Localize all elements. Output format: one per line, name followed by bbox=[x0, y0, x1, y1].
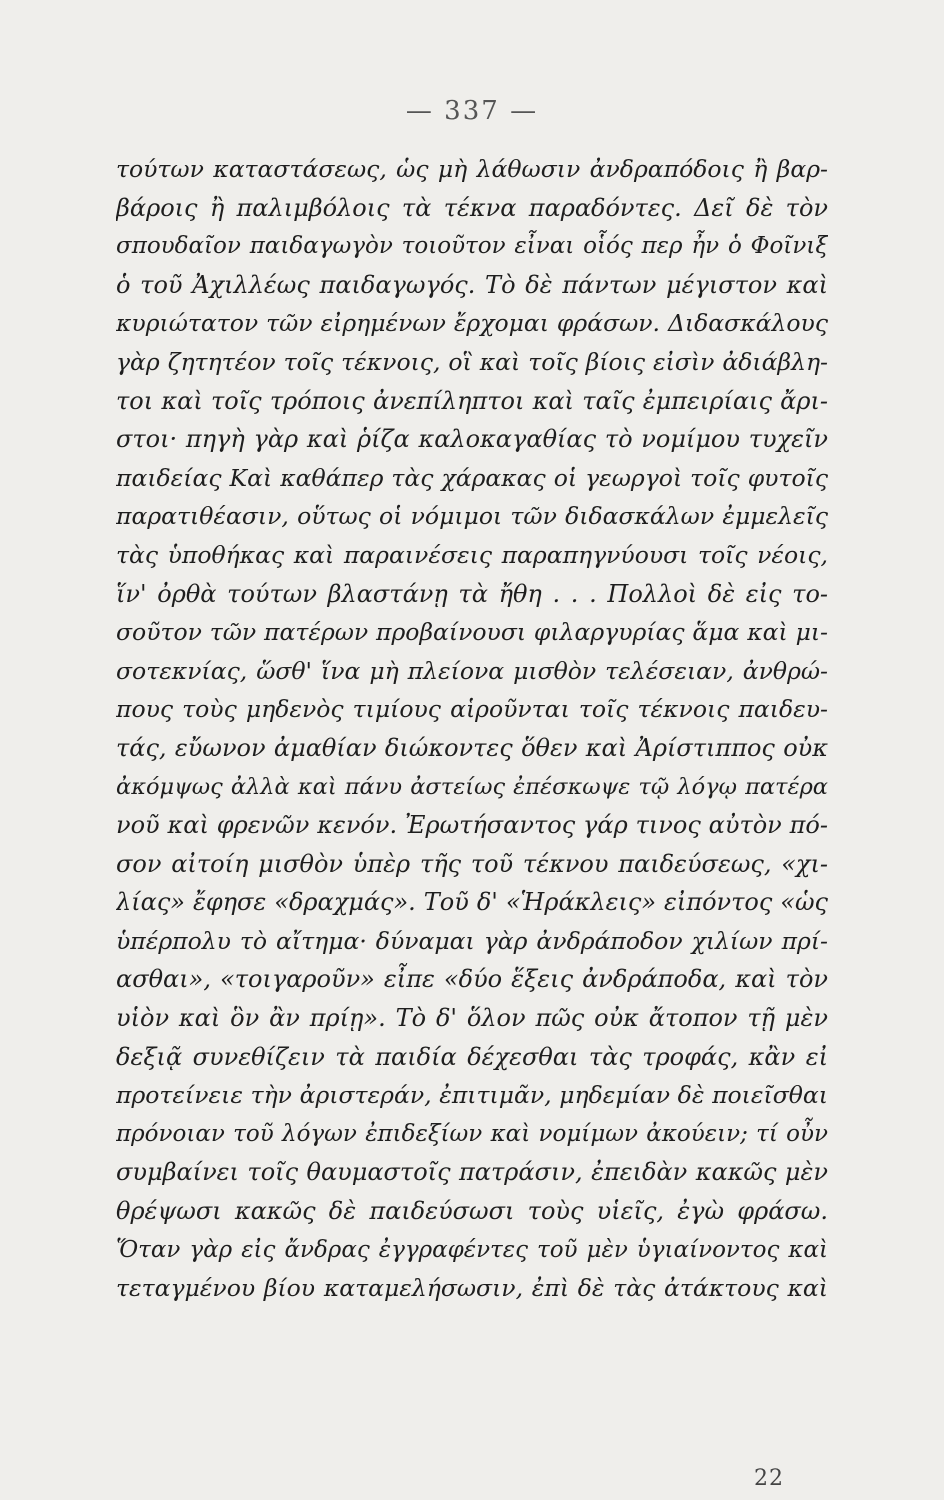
body-text bbox=[116, 150, 828, 1308]
text-line: ὑπέρπολυ τὸ αἴτημα· δύναμαι γὰρ ἀνδράποδον χιλίων πρί- bbox=[116, 926, 828, 955]
text-line: στοι· πηγὴ γὰρ καὶ ῥίζα καλοκαγαθίας τὸ νομίμου τυχεῖν bbox=[116, 425, 828, 454]
text-line: κυριώτατον τῶν εἰρημένων ἔρχομαι φράσων. Διδασκάλους bbox=[116, 309, 828, 338]
text-line: παρατιθέασιν, οὕτως οἱ νόμιμοι τῶν διδασκάλων ἐμμελεῖς bbox=[116, 502, 828, 531]
text-line: ὁ τοῦ Ἀχιλλέως παιδαγωγός. Τὸ δὲ πάντων μέγιστον καὶ bbox=[116, 270, 828, 299]
page-number: — 337 — bbox=[405, 96, 539, 126]
text-line: βάροις ἢ παλιμβόλοις τὰ τέκνα παραδόντες. Δεῖ δὲ τὸν bbox=[116, 193, 828, 222]
text-line: πους τοὺς μηδενὸς τιμίους αἱροῦνται τοῖς τέκνοις παιδευ- bbox=[116, 695, 828, 724]
text-line: σπουδαῖον παιδαγωγὸν τοιοῦτον εἶναι οἷός περ ἦν ὁ Φοῖνιξ bbox=[116, 233, 828, 260]
text-line: θρέψωσι κακῶς δὲ παιδεύσωσι τοὺς υἱεῖς, ἐγὼ φράσω. bbox=[116, 1197, 828, 1226]
text-line: γὰρ ζητητέον τοῖς τέκνοις, οἳ καὶ τοῖς βίοις εἰσὶν ἀδιάβλη- bbox=[116, 347, 828, 376]
text-line: σον αἰτοίη μισθὸν ὑπὲρ τῆς τοῦ τέκνου παιδεύσεως, «χι- bbox=[116, 849, 828, 878]
text-line: προτείνειε τὴν ἀριστεράν, ἐπιτιμᾶν, μηδεμίαν δὲ ποιεῖσθαι bbox=[116, 1081, 828, 1110]
text-line: νοῦ καὶ φρενῶν κενόν. Ἐρωτήσαντος γάρ τινος αὐτὸν πό- bbox=[116, 811, 828, 840]
text-line: τὰς ὑποθήκας καὶ παραινέσεις παραπηγνύουσι τοῖς νέοις, bbox=[116, 540, 828, 569]
text-line: ἀκόμψως ἀλλὰ καὶ πάνυ ἀστείως ἐπέσκωψε τῷ λόγῳ πατέρα bbox=[116, 773, 828, 800]
text-line: Ὅταν γὰρ εἰς ἄνδρας ἐγγραφέντες τοῦ μὲν ὑγιαίνοντος καὶ bbox=[116, 1236, 828, 1263]
text-line: σοτεκνίας, ὥσθ' ἵνα μὴ πλείονα μισθὸν τελέσειαν, ἀνθρώ- bbox=[116, 656, 828, 685]
text-line: πρόνοιαν τοῦ λόγων ἐπιδεξίων καὶ νομίμων ἀκούειν; τί οὖν bbox=[116, 1120, 828, 1147]
text-line: λίας» ἔφησε «δραχμάς». Τοῦ δ' «Ἡράκλεις» εἰπόντος «ὡς bbox=[116, 888, 828, 917]
text-line: σοῦτον τῶν πατέρων προβαίνουσι φιλαργυρίας ἅμα καὶ μι- bbox=[116, 618, 828, 647]
text-line: υἱὸν καὶ ὃν ἂν πρίῃ». Τὸ δ' ὅλον πῶς οὐκ ἄτοπον τῇ μὲν bbox=[116, 1004, 828, 1033]
text-line: συμβαίνει τοῖς θαυμαστοῖς πατράσιν, ἐπειδὰν κακῶς μὲν bbox=[116, 1158, 828, 1187]
text-line: δεξιᾷ συνεθίζειν τὰ παιδία δέχεσθαι τὰς τροφάς, κἂν εἰ bbox=[116, 1042, 828, 1071]
text-line: ἵν' ὀρθὰ τούτων βλαστάνῃ τὰ ἤθη . . . Πολλοὶ δὲ εἰς το- bbox=[116, 579, 828, 608]
text-line: τάς, εὔωνον ἀμαθίαν διώκοντες ὅθεν καὶ Ἀρίστιππος οὐκ bbox=[116, 733, 828, 762]
text-line: παιδείας Καὶ καθάπερ τὰς χάρακας οἱ γεωργοὶ τοῖς φυτοῖς bbox=[116, 463, 828, 492]
text-line: τεταγμένου βίου καταμελήσωσιν, ἐπὶ δὲ τὰς ἀτάκτους καὶ bbox=[116, 1274, 828, 1303]
text-line: ασθαι», «τοιγαροῦν» εἶπε «δύο ἕξεις ἀνδράποδα, καὶ τὸν bbox=[116, 965, 828, 994]
signature-mark: 22 bbox=[754, 1466, 784, 1491]
text-line: τούτων καταστάσεως, ὡς μὴ λάθωσιν ἀνδραπόδοις ἢ βαρ- bbox=[116, 155, 828, 183]
text-line: τοι καὶ τοῖς τρόποις ἀνεπίληπτοι καὶ ταῖς ἐμπειρίαις ἄρι- bbox=[116, 386, 828, 415]
